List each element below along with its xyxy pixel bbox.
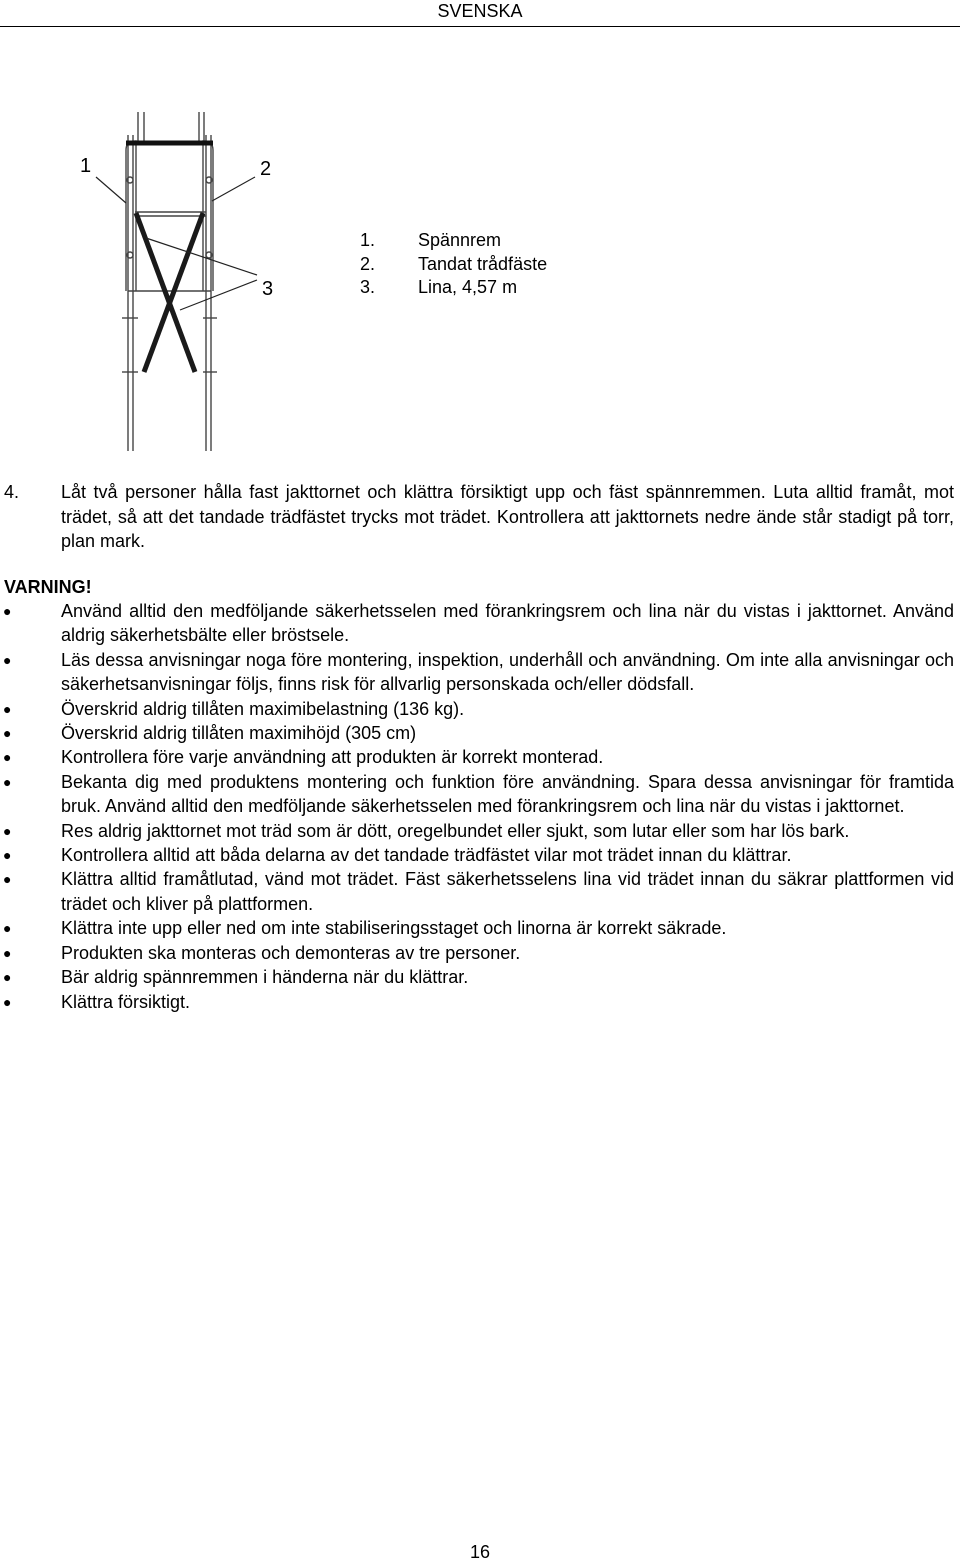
list-item-text: Kontrollera alltid att båda delarna av det tandade trädfästet vilar mot trädet innan du klättrar. [61, 845, 792, 866]
list-item [0, 965, 954, 989]
list-item [0, 745, 954, 769]
step-text: Låt två personer hålla fast jakttornet och klättra försiktigt upp och fäst spännremmen. Luta alltid framåt, mot trädet, så att det tandade trädfästet trycks mot trädet. Kontrollera att jakttornets nedre ände står stadigt på torr, plan mark. [61, 482, 954, 551]
bullet-icon: ● [3, 993, 12, 1010]
legend-number: 3. [360, 277, 376, 297]
list-item-text: Läs dessa anvisningar noga före montering, inspektion, underhåll och användning. Om inte alla anvisningar och säkerhetsanvisningar följs, finns risk för allvarlig personskada och/eller dödsfall. [61, 649, 954, 695]
step-4 [4, 480, 954, 554]
legend-number: 1. [360, 230, 376, 250]
legend-label: Spännrem [418, 230, 502, 250]
bullet-icon: ● [3, 749, 12, 766]
bullet-icon: ● [3, 773, 12, 790]
list-item [0, 990, 954, 1014]
list-item [0, 770, 954, 819]
figure-legend [360, 229, 547, 300]
legend-item [360, 276, 547, 300]
list-item-text: Res aldrig jakttornet mot träd som är dött, oregelbundet eller sjukt, som lutar eller som har lös bark. [61, 820, 850, 841]
callout-3: 3 [262, 278, 274, 300]
legend-item [360, 253, 547, 277]
list-item-text: Klättra inte upp eller ned om inte stabiliseringsstaget och linorna är korrekt säkrade. [61, 918, 727, 939]
list-item [0, 697, 954, 721]
legend-item [360, 229, 547, 253]
warning-title: VARNING! [4, 577, 92, 597]
bullet-icon: ● [3, 847, 12, 864]
bullet-icon: ● [3, 969, 12, 986]
bullet-icon: ● [3, 944, 12, 961]
bullet-icon: ● [3, 651, 12, 668]
page-number: 16 [469, 1542, 491, 1562]
callout-1: 1 [80, 155, 92, 177]
warning-list [0, 599, 954, 1014]
bullet-icon: ● [3, 725, 12, 742]
bullet-icon: ● [3, 920, 12, 937]
list-item [0, 721, 954, 745]
page-header [0, 0, 960, 27]
bullet-icon: ● [3, 871, 12, 888]
legend-label: Lina, 4,57 m [418, 277, 518, 297]
bullet-icon: ● [3, 603, 12, 619]
list-item-text: Klättra alltid framåtlutad, vänd mot trädet. Fäst säkerhetsselens lina vid trädet innan du säkrar plattformen vid trädet och kliver på plattformen. [61, 869, 954, 914]
list-item-text: Använd alltid den medföljande säkerhetsselen med förankringsrem och lina när du vistas i jakttornet. Använd aldrig säkerhetsbälte eller bröstsele. [61, 601, 954, 646]
list-item [0, 941, 954, 965]
header-language: SVENSKA [437, 1, 523, 21]
legend-label: Tandat trådfäste [418, 253, 548, 274]
callout-2: 2 [260, 158, 272, 180]
list-item-text: Kontrollera före varje användning att produkten är korrekt monterad. [61, 747, 604, 768]
list-item [0, 916, 954, 940]
bullet-icon: ● [3, 822, 12, 839]
legend-number: 2. [360, 253, 376, 274]
list-item-text: Överskrid aldrig tillåten maximibelastning (136 kg). [61, 698, 465, 719]
list-item-text: Klättra försiktigt. [61, 991, 191, 1012]
list-item [0, 819, 954, 843]
ladder-illustration [60, 95, 300, 455]
list-item [0, 843, 954, 867]
list-item [0, 599, 954, 648]
list-item [0, 648, 954, 697]
ladder-stand-diagram [60, 95, 300, 455]
bullet-icon: ● [3, 700, 12, 717]
step-number: 4. [4, 482, 20, 502]
list-item-text: Överskrid aldrig tillåten maximihöjd (305 cm) [61, 723, 417, 744]
list-item-text: Bär aldrig spännremmen i händerna när du klättrar. [61, 967, 469, 988]
list-item-text: Bekanta dig med produktens montering och funktion före användning. Spara dessa anvisningar för framtida bruk. Använd alltid den medföljande säkerhetsselen med förankringsrem och lina när du vistas i jakttornet. [61, 771, 954, 817]
list-item-text: Produkten ska monteras och demonteras av tre personer. [61, 942, 521, 963]
list-item [0, 867, 954, 916]
